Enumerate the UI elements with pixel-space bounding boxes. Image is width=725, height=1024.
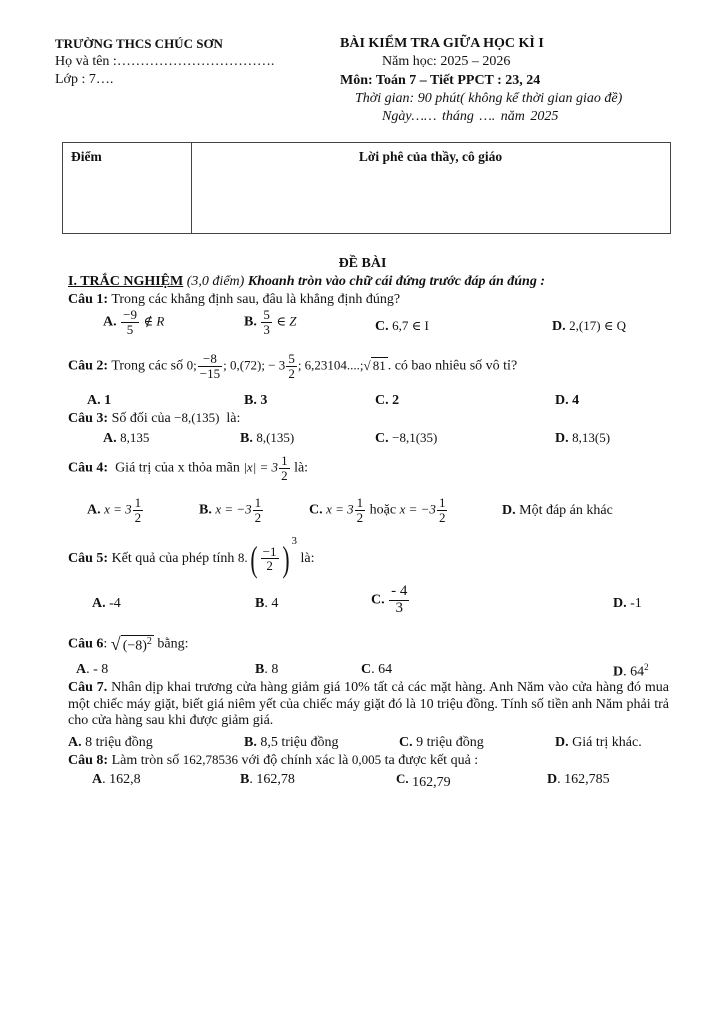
q4-a-expr: x = 3 [104, 501, 132, 517]
q6-c-letter: C [361, 662, 372, 677]
section1-title: I. TRẮC NGHIỆM [68, 274, 184, 289]
q4-c-letter: C. [309, 502, 323, 518]
q3-d-value: 8,13(5) [572, 430, 611, 445]
q2-option-d[interactable]: D. 4 [555, 393, 580, 408]
q4-option-a[interactable] [87, 496, 144, 524]
q4-stem [68, 454, 308, 482]
q5-fraction: $\frac{-1}{2}$ [262, 543, 277, 574]
q7-b-value: 8,5 triệu đồng [260, 735, 339, 750]
section1-points: (3,0 điểm) [186, 274, 245, 289]
q8-b-letter: B [240, 772, 250, 787]
q6-c-value: . 64 [371, 662, 393, 677]
q4-equation: |x| = 3 [243, 459, 279, 475]
q7-a-letter: A. [68, 735, 82, 750]
q5-stem [68, 535, 315, 579]
q4-b-expr: x = −3 [215, 501, 252, 517]
q6-option-b[interactable] [255, 662, 278, 678]
q5-c-letter: C. [371, 592, 385, 608]
q1-c-letter: C. [375, 319, 389, 334]
q1-b-fraction: $\frac{5}{3}$ [263, 307, 270, 337]
q7-option-b[interactable] [244, 735, 339, 751]
q2-seq-3: ; 6,23104....; [297, 357, 364, 373]
q3-b-value: 8,(135) [256, 430, 295, 445]
q7-c-letter: C. [399, 735, 413, 750]
q8-c-value: 162,79 [412, 775, 451, 790]
q6-stem [68, 634, 189, 655]
q7-a-value: 8 triệu đồng [85, 735, 153, 750]
q3-c-value: −8,1(35) [392, 430, 438, 445]
q4-b-fraction: $\frac{1}{2}$ [254, 495, 262, 525]
section1-instruction: Khoanh tròn vào chữ cái đứng trước đáp án đúng : [247, 274, 545, 289]
q3-label: Câu 3: [68, 411, 109, 426]
q7-d-letter: D. [555, 735, 569, 750]
q1-stem [68, 292, 400, 308]
q7-option-c[interactable] [399, 735, 484, 751]
q8-text-1: Làm tròn số [111, 753, 180, 768]
q6-option-a[interactable] [76, 662, 108, 678]
q1-c-expr: 6,7 ∈ I [392, 318, 429, 333]
q6-b-letter: B [255, 662, 265, 677]
q8-stem [68, 752, 478, 769]
teacher-comment-label: Lời phê của thầy, cô giáo [358, 149, 503, 164]
q8-precision: 0,005 [351, 752, 382, 767]
q3-option-a[interactable] [103, 430, 149, 447]
q3-option-c[interactable] [375, 430, 437, 447]
q5-text: Kết quả của phép tính [111, 551, 235, 566]
q2-mixed-fraction: $\frac{5}{2}$ [288, 351, 295, 381]
q3-tail: là: [226, 411, 241, 426]
q8-d-value: . 162,785 [557, 772, 610, 787]
class-line: Lớp : 7…. [55, 72, 114, 87]
q7-b-letter: B. [244, 735, 257, 750]
q3-stem [68, 410, 240, 427]
q7-c-value: 9 triệu đồng [416, 735, 484, 750]
q1-b-letter: B. [244, 314, 257, 330]
q8-a-letter: A [92, 772, 103, 787]
section1-header [68, 274, 545, 290]
q1-a-letter: A. [103, 314, 117, 330]
q5-a-letter: A. [92, 596, 106, 611]
q5-a-value: -4 [109, 596, 121, 611]
q5-left-paren: ( [250, 538, 258, 579]
q8-option-c[interactable] [396, 771, 451, 791]
date-line: Ngày…… tháng …. năm 2025 [382, 109, 559, 124]
q2-stem [68, 352, 517, 380]
q8-number: 162,78536 [182, 752, 238, 767]
q1-d-letter: D. [552, 319, 566, 334]
q1-a-fraction: $\frac{-9}{5}$ [123, 307, 137, 337]
q2-option-c[interactable]: C. 2 [375, 393, 400, 408]
q6-option-d[interactable] [613, 662, 649, 681]
q8-d-letter: D [547, 772, 558, 787]
q2-label: Câu 2: [68, 358, 109, 374]
q2-option-b[interactable]: B. 3 [244, 393, 268, 408]
q5-coef: 8. [237, 550, 248, 565]
grading-table [62, 142, 671, 234]
q7-option-a[interactable] [68, 735, 153, 751]
q1-text: Trong các khẳng định sau, đâu là khẳng định đúng? [111, 292, 401, 307]
q2-seq-1: 0; [186, 357, 197, 373]
q3-option-d[interactable] [555, 430, 610, 447]
q8-label: Câu 8: [68, 753, 109, 768]
q6-b-value: . 8 [264, 662, 279, 677]
q3-expr: −8,(135) [174, 410, 220, 425]
q8-option-b[interactable] [240, 772, 295, 788]
q4-d-text: Một đáp án khác [519, 503, 613, 518]
q2-suffix: . có bao nhiêu số vô tỉ? [387, 358, 518, 374]
q4-c-expr-2: x = −3 [399, 501, 436, 517]
q4-option-c[interactable] [309, 496, 448, 524]
q4-c-or: hoặc [369, 502, 397, 518]
q5-option-c[interactable] [371, 584, 410, 617]
q5-d-letter: D. [613, 596, 627, 611]
q5-b-letter: B [255, 596, 265, 611]
q4-c-fraction-2: $\frac{1}{2}$ [438, 495, 446, 525]
q8-c-letter: C. [396, 771, 409, 786]
q6-sqrt: √ $(-8)^2$ [110, 634, 152, 654]
q3-c-letter: C. [375, 431, 389, 446]
q5-tail: là: [300, 551, 315, 566]
q4-label: Câu 4: [68, 460, 109, 476]
q3-a-value: 8,135 [120, 430, 150, 445]
q7-option-d[interactable] [555, 735, 642, 751]
q7-text: Nhân dịp khai trương cửa hàng giảm giá 10% tất cả các mặt hàng. Anh Năm vào cửa hàng đó mua một chiếc máy giặt, biết giá niêm yết của chiếc máy giặt đó là 10 triệu đồng. Tính số tiền anh Năm phải trả cho cửa hàng sau khi được giảm giá. [68, 680, 670, 728]
q4-tail: là: [294, 460, 309, 476]
q3-d-letter: D. [555, 431, 569, 446]
exam-heading: ĐỀ BÀI [338, 256, 387, 271]
q8-option-a[interactable] [92, 772, 141, 788]
q5-option-a[interactable] [92, 596, 121, 612]
q5-right-paren: ) [281, 538, 290, 579]
q6-a-value: . - 8 [86, 662, 109, 677]
q6-tail: bằng: [157, 636, 189, 652]
q7-label: Câu 7. [68, 680, 108, 695]
q4-option-b[interactable] [199, 496, 264, 524]
q8-text-3: ta được kết quả : [384, 753, 479, 768]
q5-b-value: . 4 [264, 596, 279, 611]
q4-fraction: $\frac{1}{2}$ [281, 453, 288, 483]
q6-option-c[interactable] [361, 662, 392, 678]
q5-option-b[interactable] [255, 596, 278, 612]
q3-a-letter: A. [103, 431, 117, 446]
q6-colon: : [103, 636, 108, 652]
school-name: TRƯỜNG THCS CHÚC SƠN [55, 36, 223, 51]
q5-d-value: -1 [630, 596, 642, 611]
q1-option-d[interactable] [552, 318, 626, 335]
q1-label: Câu 1: [68, 292, 109, 307]
q1-option-a[interactable] [103, 308, 164, 336]
q8-b-value: . 162,78 [249, 772, 295, 787]
school-year: Năm học: 2025 – 2026 [382, 54, 511, 69]
q5-option-d[interactable] [613, 596, 642, 612]
q2-prefix: Trong các số [111, 358, 184, 374]
subject-line: Môn: Toán 7 – Tiết PPCT : 23, 24 [340, 73, 541, 88]
q6-d-value: . 64 [623, 664, 645, 680]
q3-text: Số đối của [111, 411, 171, 426]
q7-d-value: Giá trị khác. [572, 735, 642, 750]
q1-b-relation: ∈ Z [276, 313, 297, 329]
q2-fraction: $\frac{-8}{-15}$ [199, 351, 221, 381]
q4-a-fraction: $\frac{1}{2}$ [134, 495, 142, 525]
q3-option-b[interactable] [240, 430, 294, 447]
q8-a-value: . 162,8 [102, 772, 141, 787]
q1-option-b[interactable] [244, 308, 296, 336]
q2-option-a[interactable]: A. 1 [87, 393, 112, 408]
q2-sqrt: √ 81 [363, 358, 386, 374]
q3-b-letter: B. [240, 431, 253, 446]
q2-seq-2: ; 0,(72); − 3 [223, 357, 286, 373]
q4-b-letter: B. [199, 502, 212, 518]
q4-c-fraction-1: $\frac{1}{2}$ [356, 495, 364, 525]
q8-option-d[interactable] [547, 772, 610, 788]
q4-c-expr: x = 3 [326, 501, 354, 517]
q1-a-relation: ∉ R [143, 313, 165, 329]
q5-label: Câu 5: [68, 551, 109, 566]
q4-a-letter: A. [87, 502, 101, 518]
q8-text-2: với độ chính xác là [241, 753, 349, 768]
q4-text: Giá trị của x thỏa mãn [115, 460, 240, 476]
q6-d-exponent: 2 [644, 662, 649, 672]
q1-d-expr: 2,(17) ∈ Q [569, 318, 627, 333]
q5-exponent: 3 [291, 535, 298, 547]
q7-stem [68, 680, 669, 730]
score-label: Điểm [71, 149, 102, 164]
student-name-line: Họ và tên :……………………………. [55, 54, 275, 69]
q4-d-letter: D. [502, 503, 516, 518]
q1-option-c[interactable] [375, 318, 429, 335]
exam-title: BÀI KIỂM TRA GIỮA HỌC KÌ I [340, 36, 544, 51]
q4-option-d[interactable] [502, 503, 613, 519]
q6-label: Câu 6 [68, 636, 104, 652]
q6-d-letter: D [613, 664, 624, 680]
q6-a-letter: A [76, 662, 87, 677]
duration-line: Thời gian: 90 phút( không kể thời gian giao đề) [355, 91, 623, 106]
q5-c-fraction: $\frac{- 4}{3}$ [391, 583, 408, 616]
